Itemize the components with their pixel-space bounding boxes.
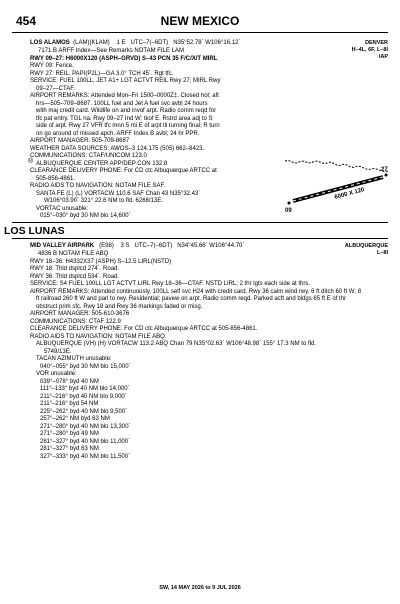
entry-line: AIRPORT MANAGER: 505-610-3676 [30,311,130,317]
entry-line: tfc pat entry. TGL na. Rwy 09–27 Ind W; tkof E. Rstrd area adj to S [36,115,213,122]
airport-diagram [283,139,391,215]
entry-line: 015°–030° byd 30 NM blo 14,600´ [40,213,131,219]
chart-codes: H–4L, 6F, L–8I [351,47,388,53]
city-heading-los-lunas: LOS LUNAS [4,225,65,237]
entry-line: obstruct prim sfc. Rwy 18 and Rwy 36 markings faded or misg. [36,303,203,310]
entry-line: VOR unusable: [36,371,77,377]
terrain-boundary [285,161,389,172]
airport-name: MID VALLEY AIRPARK [30,243,95,249]
entry-line: CLEARANCE DELIVERY PHONE: For CD ctc Albuquerque ARTCC at 505-856-4861. [30,326,258,332]
entry-line: WEATHER DATA SOURCES: AWOS–3 124.175 (505) 662–8423. [30,145,205,152]
entry-line: 505-856-4861. [36,175,76,182]
entry-line: with maj credit card. Wildlife on and invof arpt. Radio comm reqd for [36,108,217,114]
entry-line: RWY 36: Thld dsplcd 534´. Road. [30,273,120,280]
runway-dimensions-label: 6000 X 120 [333,187,366,201]
entry-line: TACAN AZIMUTH unusable: [36,356,112,362]
entry-line: 4836 B NOTAM FILE ABQ [38,251,109,257]
entry-line: W106°03.90´ 321° 22.6 NM to fld. 6268/13E. [44,198,163,204]
airport-ident: (E98) [99,243,114,249]
los-alamos-title-line [30,40,240,47]
entry-line: AIRPORT MANAGER: 505-709-8687 [30,138,130,144]
entry-line: 257°–262° NM byd 63 NM [40,416,110,422]
entry-line: COMMUNICATIONS: CTAF 122.9 [30,318,121,325]
entry-line: 211°–216° byd 40 NM blo 9,000´ [40,393,127,400]
entry-line: 039°–078° byd 40 NM [40,378,99,385]
entry-line: RWY 09: Fence. [30,63,74,69]
airport-coords: N35°52.78´ W106°16.12´ [173,40,241,46]
entry-line: AIRPORT REMARKS: Attended continuously. 100LL self svc H24 with credit card. Rwy 36 calm wind rwy. 6 ft ditch 60 ft W; 8 [30,288,362,295]
airport-distance: 3 S [120,243,130,249]
entry-line: RWY 09–27: H6000X120 (ASPH–GRVD) S–43 PCN 35 F/C/X/T MIRL [30,55,218,62]
entry-line: side of arpt. Rwy 27 VFR tfc mnn 5 mi E of arpt til turning final; R turn [36,123,220,129]
entry-line: RWY 27: REIL. PAPI(P2L)—GA 3.0° TCH 45´. Rgt tfc. [30,70,174,77]
header-rule [12,32,388,33]
entry-line: SERVICE: FUEL 100LL, JET A1+ LGT ACTVT REIL Rwy 27; MIRL Rwy [30,78,221,84]
airport-utc: UTC–7(–6DT) [130,40,169,46]
chart-codes: L–8I [376,250,388,256]
entry-line: 281°–327° byd 63 NM [40,446,99,452]
entry-line: 09–27—CTAF. [36,85,75,92]
entry-line: 5749/13E. [44,348,72,355]
entry-line: SANTA FE (L) (L) VORTACW 110.6 SAF Chan 43 N35°32.43´ [36,190,201,197]
section-rule [12,238,388,239]
entry-line: 327°–333° byd 40 NM blo 11,500´ [40,453,131,460]
page-header [12,14,388,30]
page-number: 454 [16,14,37,28]
entry-line: 271°–280° byd 49 NM [40,431,99,437]
entry-line: hrs—505–709–8687. 100LL fuel and Jet A fuel svc avbl 24 hours [36,100,208,107]
communications-symbol-icon: ® [28,158,34,165]
entry-line: 211°–216° byd 54 NM [40,401,99,407]
entry-line: CLEARANCE DELIVERY PHONE: For CD ctc Albuquerque ARTCC at [30,168,217,174]
entry-line: ft railroad 260 ft W and parl to rwy. Residential; pavew on arpt. Radio comm reqd. Parked acft and bldgs 65 ft E of thr [36,296,347,302]
entry-line: ALBUQUERQUE (VH) (H) VORTACW 113.2 ABQ Chan 79 N35°02.63´ W106°48.98´ 155° 17.3 NM to fld. [36,341,316,347]
entry-line: 111°–133° byd 40 NM blo 14,000´ [40,386,130,392]
airport-distance: 1 E [116,40,126,46]
los-alamos-region [352,40,388,61]
entry-line: AIRPORT REMARKS: Attended Mon–Fri 1500–0000Z‡. Closed hol; aft [30,93,219,99]
entry-line: SERVICE: S4 FUEL 100LL LGT ACTVT LIRL Rwy 18–36—CTAF. NSTD LIRL; 2 thr lgts each side at thrs. [30,281,311,287]
entry-line: RADIO AIDS TO NAVIGATION: NOTAM FILE SAF. [30,183,166,189]
airport-utc: UTC–7(–6DT) [134,243,173,249]
entry-line: 281°–327° byd 40 NM blo 11,000´ [40,438,131,445]
runway-27-label: 27 [381,167,388,173]
airport-coords: N34°45.66´ W106°44.70´ [177,243,245,249]
entry-line: RADIO AIDS TO NAVIGATION: NOTAM FILE ABQ. [30,333,167,340]
runway-end-marker [288,202,291,205]
entry-line: 225°–262° byd 40 NM blo 9,500´ [40,408,128,415]
los-lunas-region [345,243,388,257]
entry-line: RWY 18–36: H4332X37 (ASPH) S–12.5 LIRL(NSTD) [30,258,172,265]
region-name: DENVER [365,40,388,46]
entry-line: RWY 18: Thld dsplcd 274´. Road. [30,266,120,272]
page-footer: SW, 14 MAY 2026 to 9 JUL 2026 [159,585,241,591]
airport-ident: (LAM)(KLAM) [73,40,110,46]
section-rule [12,222,388,223]
entry-line: 040°–055° byd 30 NM blo 15,000´ [40,363,131,370]
entry-line: on go around of missed apch. ARFF Index B avbl; 24 hr PPR. [36,130,200,137]
entry-line: COMMUNICATIONS: CTAF/UNICOM 123.0 [30,153,147,159]
runway-end-marker [385,174,388,177]
city-name: LOS ALAMOS [30,40,70,46]
entry-line: VORTAC unusable: [36,205,89,212]
entry-line: ALBUQUERQUE CENTER APP/DEP CON 132.8 [36,160,168,167]
entry-line: 7171 B ARFF Index—See Remarks NOTAM FILE LAM [38,48,184,54]
iap-label: IAP [378,54,388,60]
entry-line: 271°–280° byd 40 NM blo 13,300´ [40,423,131,430]
runway-09-label: 09 [285,208,292,214]
mid-valley-title-line [30,243,244,250]
region-name: ALBUQUERQUE [344,243,388,249]
state-title: NEW MEXICO [160,14,240,28]
